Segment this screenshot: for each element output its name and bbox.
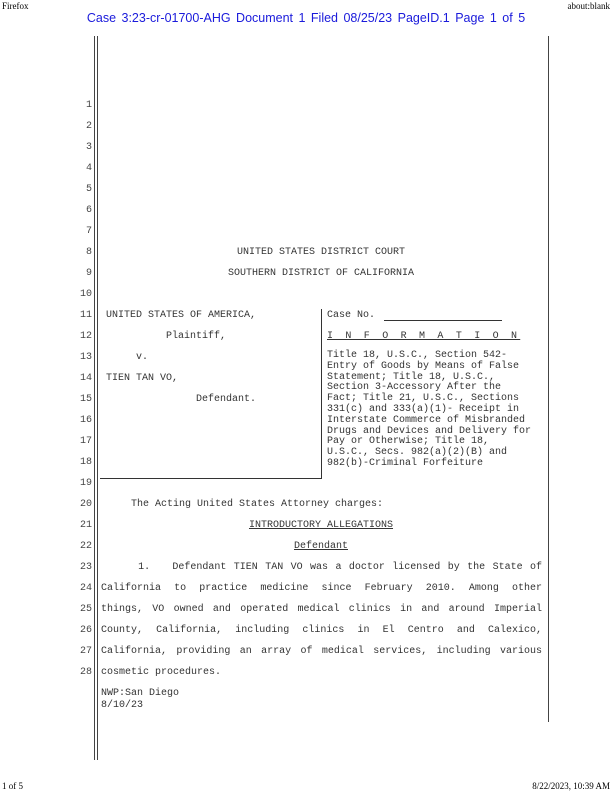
subheading: Defendant [293,541,348,552]
line-number: 19 [79,478,92,489]
section-heading: INTRODUCTORY ALLEGATIONS [248,520,394,531]
charge-list [327,351,531,470]
line-number: 1 [85,100,92,111]
charge-line: 982(b)-Criminal Forfeiture [327,457,484,469]
charge-line: Title 18, U.S.C., Section 542- [327,350,508,361]
charge-line: Entry of Goods by Means of False [327,360,520,372]
paragraph-line: things, VO owned and operated medical clinics in and around Imperial [101,604,542,615]
court-name: UNITED STATES DISTRICT COURT [236,247,406,258]
line-number: 17 [79,436,92,447]
draft-date: 8/10/23 [101,700,144,711]
charge-line: Drugs and Devices and Delivery for [327,425,532,437]
line-number: 4 [85,163,92,174]
line-number: 26 [79,625,92,636]
browser-timestamp: 8/22/2023, 10:39 AM [532,781,610,791]
left-margin-rule-inner [97,36,98,760]
line-number: 6 [85,205,92,216]
line-number: 2 [85,121,92,132]
line-number: 25 [79,604,92,615]
court-district: SOUTHERN DISTRICT OF CALIFORNIA [227,268,415,279]
defendant-name: TIEN TAN VO, [106,373,179,384]
charge-line: Statement; Title 18, U.S.C., [327,371,496,383]
versus: v. [136,352,149,363]
plaintiff-name: UNITED STATES OF AMERICA, [106,310,257,321]
line-number: 27 [79,646,92,657]
browser-app-name: Firefox [2,1,29,11]
right-margin-rule [548,36,549,722]
line-number: 5 [85,184,92,195]
ecf-filing-header: Case 3:23-cr-01700-AHG Document 1 Filed 08/25/23 PageID.1 Page 1 of 5 [86,11,526,25]
caption-bottom-rule [100,478,322,479]
line-number: 3 [85,142,92,153]
line-number: 9 [85,268,92,279]
line-number: 15 [79,394,92,405]
line-number: 23 [79,562,92,573]
charge-line: Section 3-Accessory After the [327,382,502,394]
line-number: 18 [79,457,92,468]
line-number: 28 [79,667,92,678]
charge-line: Pay or Otherwise; Title 18, [327,436,490,448]
line-number: 20 [79,499,92,510]
charge-line: Interstate Commerce of Misbranded [327,414,526,426]
charge-line: Fact; Title 21, U.S.C., Sections [327,393,520,405]
line-number: 21 [79,520,92,531]
line-number: 14 [79,373,92,384]
line-number: 12 [79,331,92,342]
paragraph-line: County, California, including clinics in El Centro and Calexico, [101,625,542,636]
line-number: 8 [85,247,92,258]
intro-statement: The Acting United States Attorney charges: [131,499,384,510]
line-number: 24 [79,583,92,594]
charge-line: 331(c) and 333(a)(1)- Receipt in [327,403,520,415]
browser-page-count: 1 of 5 [2,781,23,791]
plaintiff-role: Plaintiff, [166,331,227,342]
case-no-blank [384,320,502,321]
case-no-label: Case No. [327,310,376,321]
left-margin-rule-outer [94,36,95,760]
defendant-role: Defendant. [196,394,257,405]
document-title: I N F O R M A T I O N [327,331,521,342]
line-number: 22 [79,541,92,552]
line-number: 16 [79,415,92,426]
line-number: 11 [79,310,92,321]
line-number: 7 [85,226,92,237]
browser-url: about:blank [567,1,610,11]
line-number: 13 [79,352,92,363]
attorney-initials: NWP:San Diego [101,688,180,699]
charge-line: U.S.C., Secs. 982(a)(2)(B) and [327,447,508,459]
paragraph-line: cosmetic procedures. [101,667,222,678]
paragraph-line: California, providing an array of medical services, including various [101,646,542,657]
paragraph-line: California to practice medicine since February 2010. Among other [101,583,542,594]
line-number: 10 [79,289,92,300]
caption-divider [321,309,322,479]
paragraph-line: 1. Defendant TIEN TAN VO was a doctor licensed by the State of [101,562,542,573]
